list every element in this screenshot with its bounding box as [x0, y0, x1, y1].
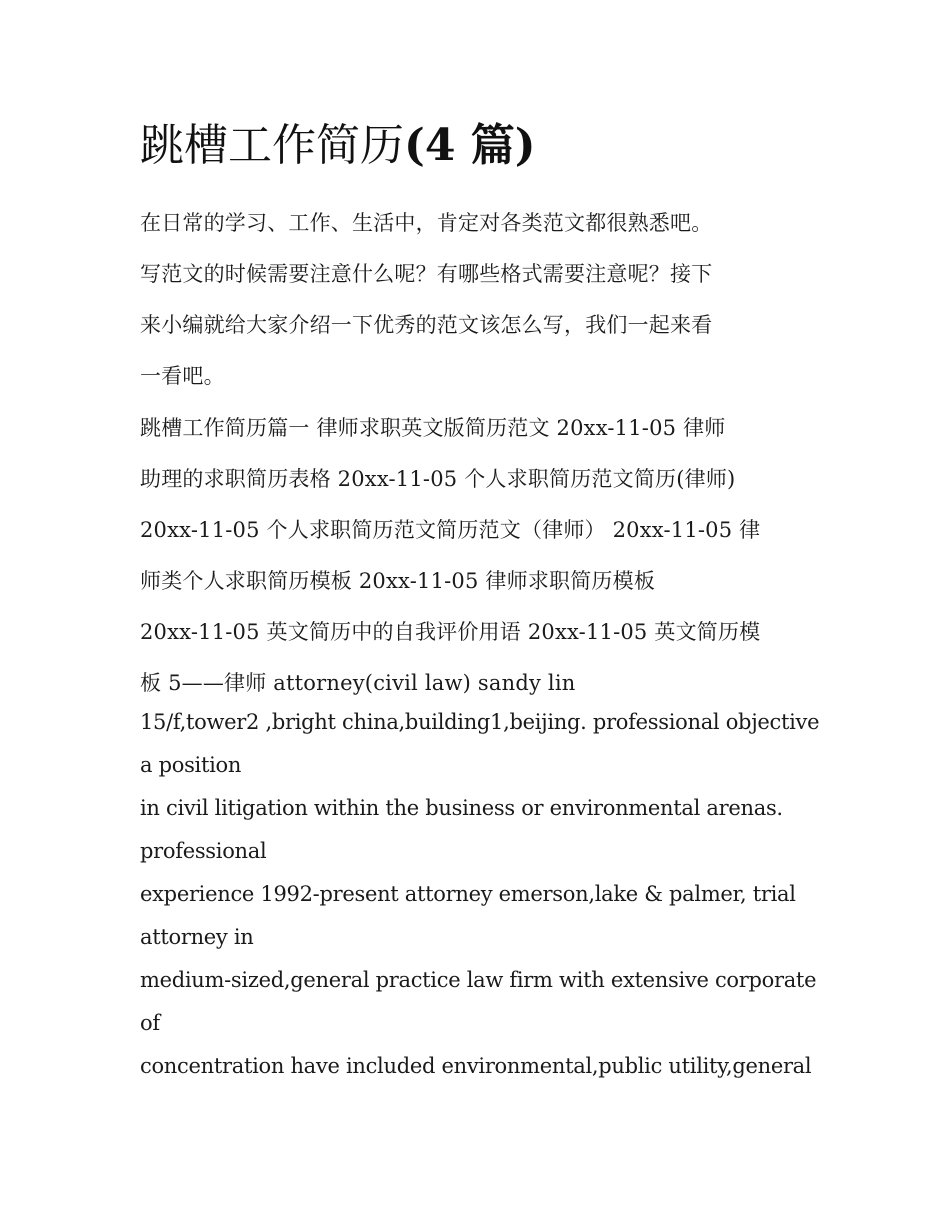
english-line: concentration have included environmental,public utility,general	[140, 1054, 812, 1078]
english-line: a position	[140, 753, 242, 777]
list-line: 跳槽工作简历篇一 律师求职英文版简历范文 20xx-11-05 律师	[140, 416, 726, 440]
intro-line: 来小编就给大家介绍一下优秀的范文该怎么写，我们一起来看	[140, 313, 713, 337]
intro-line: 一看吧。	[140, 364, 225, 388]
english-line: of	[140, 1011, 160, 1035]
english-line: experience 1992-present attorney emerson,lake & palmer, trial	[140, 882, 796, 906]
page-title	[140, 116, 536, 176]
resume-list-paragraph	[140, 403, 810, 709]
list-line: 师类个人求职简历模板 20xx-11-05 律师求职简历模板	[140, 569, 656, 593]
list-line: 板 5——律师 attorney(civil law) sandy lin	[140, 671, 576, 695]
list-line: 20xx-11-05 个人求职简历范文简历范文（律师） 20xx-11-05 律	[140, 518, 761, 542]
english-line: 15/f,tower2 ,bright china,building1,beijing. professional objective	[140, 710, 820, 734]
list-line: 助理的求职简历表格 20xx-11-05 个人求职简历范文简历(律师)	[140, 467, 736, 491]
english-line: attorney in	[140, 925, 254, 949]
title-main: 跳槽工作简历	[140, 120, 404, 171]
english-line: professional	[140, 839, 267, 863]
english-line: medium-sized,general practice law firm with extensive corporate	[140, 968, 817, 992]
intro-line: 在日常的学习、工作、生活中，肯定对各类范文都很熟悉吧。	[140, 211, 713, 235]
intro-paragraph	[140, 198, 810, 402]
list-line: 20xx-11-05 英文简历中的自我评价用语 20xx-11-05 英文简历模	[140, 620, 761, 644]
intro-line: 写范文的时候需要注意什么呢？有哪些格式需要注意呢？接下	[140, 262, 713, 286]
english-line: in civil litigation within the business or environmental arenas.	[140, 796, 783, 820]
title-suffix: (4 篇)	[404, 120, 536, 171]
english-resume-text	[140, 701, 820, 1088]
